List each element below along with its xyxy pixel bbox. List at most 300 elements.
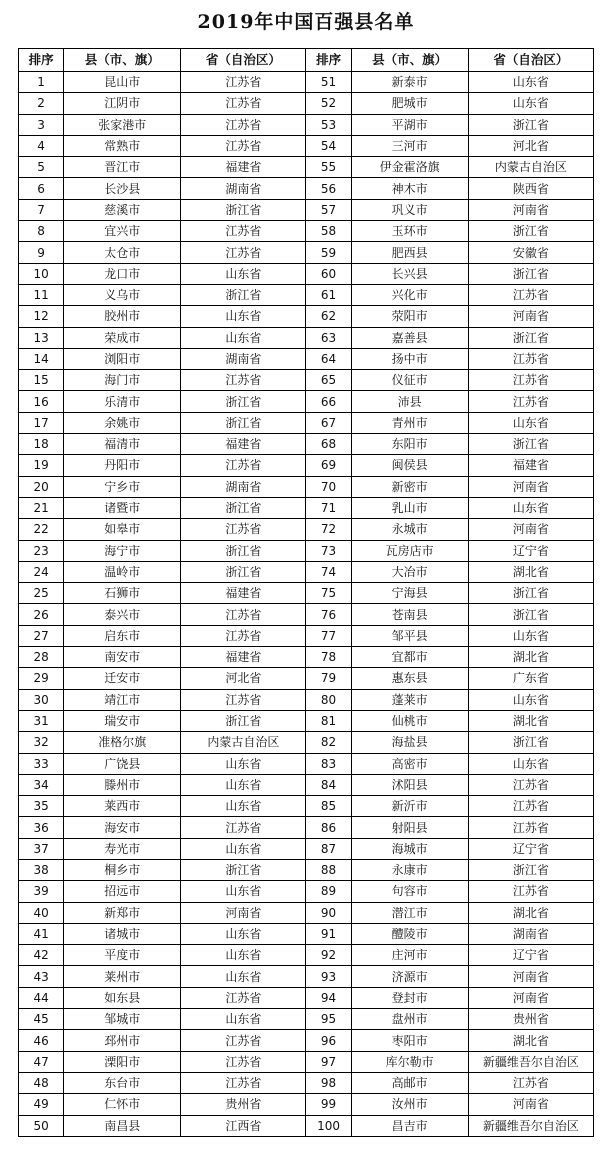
province-cell: 湖北省 bbox=[468, 710, 593, 731]
rank-cell: 85 bbox=[306, 796, 351, 817]
province-cell: 福建省 bbox=[468, 455, 593, 476]
rank-cell: 40 bbox=[19, 902, 64, 923]
province-cell: 江苏省 bbox=[181, 455, 306, 476]
table-row bbox=[19, 178, 594, 199]
county-cell: 宁海县 bbox=[351, 583, 468, 604]
rank-cell: 25 bbox=[19, 583, 64, 604]
province-cell: 浙江省 bbox=[181, 540, 306, 561]
rank-cell: 36 bbox=[19, 817, 64, 838]
province-cell: 江苏省 bbox=[468, 817, 593, 838]
province-cell: 湖南省 bbox=[181, 178, 306, 199]
county-cell: 长兴县 bbox=[351, 263, 468, 284]
county-cell: 句容市 bbox=[351, 881, 468, 902]
header-county-left: 县（市、旗） bbox=[64, 49, 181, 72]
rank-cell: 97 bbox=[306, 1051, 351, 1072]
rank-cell: 26 bbox=[19, 604, 64, 625]
rank-cell: 31 bbox=[19, 710, 64, 731]
county-cell: 苍南县 bbox=[351, 604, 468, 625]
county-cell: 新郑市 bbox=[64, 902, 181, 923]
county-cell: 海盐县 bbox=[351, 732, 468, 753]
rank-cell: 68 bbox=[306, 434, 351, 455]
county-cell: 蓬莱市 bbox=[351, 689, 468, 710]
county-cell: 沛县 bbox=[351, 391, 468, 412]
province-cell: 湖北省 bbox=[468, 1030, 593, 1051]
table-row bbox=[19, 774, 594, 795]
county-cell: 济源市 bbox=[351, 966, 468, 987]
rank-cell: 86 bbox=[306, 817, 351, 838]
table-row bbox=[19, 476, 594, 497]
province-cell: 江苏省 bbox=[181, 987, 306, 1008]
rank-cell: 4 bbox=[19, 135, 64, 156]
county-cell: 莱西市 bbox=[64, 796, 181, 817]
county-cell: 瑞安市 bbox=[64, 710, 181, 731]
rank-cell: 21 bbox=[19, 497, 64, 518]
table-row bbox=[19, 1051, 594, 1072]
rank-cell: 42 bbox=[19, 945, 64, 966]
county-cell: 张家港市 bbox=[64, 114, 181, 135]
rank-cell: 27 bbox=[19, 625, 64, 646]
rank-cell: 24 bbox=[19, 561, 64, 582]
province-cell: 陕西省 bbox=[468, 178, 593, 199]
table-row bbox=[19, 93, 594, 114]
province-cell: 江苏省 bbox=[181, 135, 306, 156]
province-cell: 浙江省 bbox=[468, 859, 593, 880]
province-cell: 新疆维吾尔自治区 bbox=[468, 1051, 593, 1072]
rank-cell: 6 bbox=[19, 178, 64, 199]
rank-cell: 44 bbox=[19, 987, 64, 1008]
county-cell: 丹阳市 bbox=[64, 455, 181, 476]
province-cell: 福建省 bbox=[181, 157, 306, 178]
rank-cell: 37 bbox=[19, 838, 64, 859]
county-cell: 靖江市 bbox=[64, 689, 181, 710]
rank-cell: 43 bbox=[19, 966, 64, 987]
county-cell: 滕州市 bbox=[64, 774, 181, 795]
county-cell: 三河市 bbox=[351, 135, 468, 156]
province-cell: 河南省 bbox=[468, 476, 593, 497]
rank-cell: 89 bbox=[306, 881, 351, 902]
table-row bbox=[19, 689, 594, 710]
province-cell: 湖南省 bbox=[181, 476, 306, 497]
rank-cell: 29 bbox=[19, 668, 64, 689]
province-cell: 山东省 bbox=[181, 838, 306, 859]
table-row bbox=[19, 306, 594, 327]
county-cell: 肥城市 bbox=[351, 93, 468, 114]
rank-cell: 41 bbox=[19, 923, 64, 944]
rank-cell: 87 bbox=[306, 838, 351, 859]
county-cell: 邹城市 bbox=[64, 1009, 181, 1030]
province-cell: 山东省 bbox=[181, 796, 306, 817]
province-cell: 湖北省 bbox=[468, 561, 593, 582]
rank-cell: 32 bbox=[19, 732, 64, 753]
rank-cell: 1 bbox=[19, 72, 64, 93]
province-cell: 江苏省 bbox=[181, 1072, 306, 1093]
county-cell: 兴化市 bbox=[351, 284, 468, 305]
page-title: 2019年中国百强县名单 bbox=[197, 11, 415, 33]
rank-cell: 88 bbox=[306, 859, 351, 880]
header-rank-right: 排序 bbox=[306, 49, 351, 72]
county-cell: 邳州市 bbox=[64, 1030, 181, 1051]
rank-cell: 33 bbox=[19, 753, 64, 774]
province-cell: 江苏省 bbox=[181, 519, 306, 540]
province-cell: 山东省 bbox=[468, 689, 593, 710]
rank-cell: 10 bbox=[19, 263, 64, 284]
table-row bbox=[19, 327, 594, 348]
province-cell: 江苏省 bbox=[181, 370, 306, 391]
province-cell: 湖南省 bbox=[468, 923, 593, 944]
province-cell: 山东省 bbox=[181, 966, 306, 987]
county-cell: 潜江市 bbox=[351, 902, 468, 923]
county-cell: 枣阳市 bbox=[351, 1030, 468, 1051]
rank-cell: 94 bbox=[306, 987, 351, 1008]
rank-cell: 100 bbox=[306, 1115, 351, 1136]
rank-cell: 74 bbox=[306, 561, 351, 582]
province-cell: 山东省 bbox=[181, 753, 306, 774]
rank-cell: 8 bbox=[19, 221, 64, 242]
province-cell: 浙江省 bbox=[181, 391, 306, 412]
county-cell: 准格尔旗 bbox=[64, 732, 181, 753]
rank-cell: 52 bbox=[306, 93, 351, 114]
table-row bbox=[19, 263, 594, 284]
rank-cell: 51 bbox=[306, 72, 351, 93]
rank-cell: 17 bbox=[19, 412, 64, 433]
table-row bbox=[19, 455, 594, 476]
county-cell: 招远市 bbox=[64, 881, 181, 902]
province-cell: 浙江省 bbox=[468, 114, 593, 135]
province-cell: 安徽省 bbox=[468, 242, 593, 263]
table-row bbox=[19, 519, 594, 540]
county-cell: 闽侯县 bbox=[351, 455, 468, 476]
county-cell: 高密市 bbox=[351, 753, 468, 774]
province-cell: 江苏省 bbox=[181, 1051, 306, 1072]
county-cell: 诸暨市 bbox=[64, 497, 181, 518]
county-cell: 荣成市 bbox=[64, 327, 181, 348]
rank-cell: 55 bbox=[306, 157, 351, 178]
rank-cell: 11 bbox=[19, 284, 64, 305]
province-cell: 山东省 bbox=[468, 93, 593, 114]
table-row bbox=[19, 625, 594, 646]
table-row bbox=[19, 540, 594, 561]
province-cell: 浙江省 bbox=[181, 412, 306, 433]
rank-cell: 72 bbox=[306, 519, 351, 540]
rank-cell: 76 bbox=[306, 604, 351, 625]
county-cell: 南昌县 bbox=[64, 1115, 181, 1136]
county-cell: 惠东县 bbox=[351, 668, 468, 689]
rank-cell: 81 bbox=[306, 710, 351, 731]
province-cell: 江苏省 bbox=[181, 221, 306, 242]
province-cell: 河南省 bbox=[468, 519, 593, 540]
rank-cell: 5 bbox=[19, 157, 64, 178]
province-cell: 河南省 bbox=[468, 987, 593, 1008]
table-row bbox=[19, 1072, 594, 1093]
province-cell: 浙江省 bbox=[181, 284, 306, 305]
province-cell: 山东省 bbox=[181, 945, 306, 966]
rank-cell: 35 bbox=[19, 796, 64, 817]
county-cell: 宜都市 bbox=[351, 647, 468, 668]
province-cell: 新疆维吾尔自治区 bbox=[468, 1115, 593, 1136]
rank-cell: 78 bbox=[306, 647, 351, 668]
rank-cell: 15 bbox=[19, 370, 64, 391]
rank-cell: 7 bbox=[19, 199, 64, 220]
county-cell: 莱州市 bbox=[64, 966, 181, 987]
province-cell: 浙江省 bbox=[181, 561, 306, 582]
county-cell: 嘉善县 bbox=[351, 327, 468, 348]
county-cell: 新泰市 bbox=[351, 72, 468, 93]
province-cell: 山东省 bbox=[468, 412, 593, 433]
province-cell: 内蒙古自治区 bbox=[181, 732, 306, 753]
county-cell: 迁安市 bbox=[64, 668, 181, 689]
rank-cell: 73 bbox=[306, 540, 351, 561]
table-row bbox=[19, 796, 594, 817]
rank-cell: 47 bbox=[19, 1051, 64, 1072]
rank-cell: 69 bbox=[306, 455, 351, 476]
county-cell: 常熟市 bbox=[64, 135, 181, 156]
rank-cell: 77 bbox=[306, 625, 351, 646]
province-cell: 浙江省 bbox=[468, 604, 593, 625]
rank-cell: 19 bbox=[19, 455, 64, 476]
county-cell: 石狮市 bbox=[64, 583, 181, 604]
table-row bbox=[19, 242, 594, 263]
county-cell: 登封市 bbox=[351, 987, 468, 1008]
table-row bbox=[19, 199, 594, 220]
province-cell: 河南省 bbox=[181, 902, 306, 923]
province-cell: 湖南省 bbox=[181, 348, 306, 369]
rank-cell: 95 bbox=[306, 1009, 351, 1030]
province-cell: 辽宁省 bbox=[468, 540, 593, 561]
province-cell: 浙江省 bbox=[181, 859, 306, 880]
rank-cell: 13 bbox=[19, 327, 64, 348]
province-cell: 山东省 bbox=[181, 263, 306, 284]
county-cell: 乐清市 bbox=[64, 391, 181, 412]
rank-cell: 58 bbox=[306, 221, 351, 242]
table-body bbox=[19, 72, 594, 1137]
province-cell: 河南省 bbox=[468, 306, 593, 327]
table-row bbox=[19, 391, 594, 412]
rank-cell: 20 bbox=[19, 476, 64, 497]
county-cell: 泰兴市 bbox=[64, 604, 181, 625]
rank-cell: 67 bbox=[306, 412, 351, 433]
province-cell: 山东省 bbox=[468, 72, 593, 93]
county-cell: 海城市 bbox=[351, 838, 468, 859]
header-province-right: 省（自治区） bbox=[468, 49, 593, 72]
county-cell: 胶州市 bbox=[64, 306, 181, 327]
county-cell: 广饶县 bbox=[64, 753, 181, 774]
county-cell: 江阴市 bbox=[64, 93, 181, 114]
province-cell: 浙江省 bbox=[468, 327, 593, 348]
county-cell: 神木市 bbox=[351, 178, 468, 199]
rank-cell: 9 bbox=[19, 242, 64, 263]
rank-cell: 96 bbox=[306, 1030, 351, 1051]
table-row bbox=[19, 859, 594, 880]
province-cell: 江苏省 bbox=[468, 881, 593, 902]
province-cell: 江苏省 bbox=[181, 114, 306, 135]
province-cell: 江苏省 bbox=[181, 1030, 306, 1051]
table-row bbox=[19, 114, 594, 135]
province-cell: 山东省 bbox=[181, 306, 306, 327]
table-row bbox=[19, 987, 594, 1008]
county-cell: 沭阳县 bbox=[351, 774, 468, 795]
county-cell: 仙桃市 bbox=[351, 710, 468, 731]
county-cell: 桐乡市 bbox=[64, 859, 181, 880]
rank-cell: 28 bbox=[19, 647, 64, 668]
table-row bbox=[19, 1009, 594, 1030]
header-row bbox=[19, 49, 594, 72]
rank-cell: 71 bbox=[306, 497, 351, 518]
county-cell: 义乌市 bbox=[64, 284, 181, 305]
rank-cell: 50 bbox=[19, 1115, 64, 1136]
province-cell: 江苏省 bbox=[181, 604, 306, 625]
province-cell: 山东省 bbox=[468, 625, 593, 646]
county-cell: 平湖市 bbox=[351, 114, 468, 135]
province-cell: 山东省 bbox=[181, 774, 306, 795]
county-cell: 青州市 bbox=[351, 412, 468, 433]
county-cell: 宜兴市 bbox=[64, 221, 181, 242]
county-cell: 永康市 bbox=[351, 859, 468, 880]
rank-cell: 46 bbox=[19, 1030, 64, 1051]
province-cell: 江苏省 bbox=[181, 689, 306, 710]
rank-cell: 82 bbox=[306, 732, 351, 753]
table-row bbox=[19, 221, 594, 242]
table-row bbox=[19, 881, 594, 902]
county-cell: 昆山市 bbox=[64, 72, 181, 93]
table-row bbox=[19, 817, 594, 838]
ranking-table bbox=[18, 48, 594, 1137]
county-cell: 如东县 bbox=[64, 987, 181, 1008]
province-cell: 浙江省 bbox=[181, 710, 306, 731]
province-cell: 江苏省 bbox=[468, 796, 593, 817]
county-cell: 启东市 bbox=[64, 625, 181, 646]
table-row bbox=[19, 561, 594, 582]
rank-cell: 62 bbox=[306, 306, 351, 327]
rank-cell: 2 bbox=[19, 93, 64, 114]
table-row bbox=[19, 284, 594, 305]
province-cell: 山东省 bbox=[468, 497, 593, 518]
table-row bbox=[19, 1094, 594, 1115]
county-cell: 东阳市 bbox=[351, 434, 468, 455]
rank-cell: 60 bbox=[306, 263, 351, 284]
rank-cell: 30 bbox=[19, 689, 64, 710]
province-cell: 福建省 bbox=[181, 583, 306, 604]
province-cell: 江苏省 bbox=[181, 93, 306, 114]
province-cell: 山东省 bbox=[181, 881, 306, 902]
province-cell: 江苏省 bbox=[468, 1072, 593, 1093]
county-cell: 射阳县 bbox=[351, 817, 468, 838]
county-cell: 海安市 bbox=[64, 817, 181, 838]
county-cell: 平度市 bbox=[64, 945, 181, 966]
county-cell: 庄河市 bbox=[351, 945, 468, 966]
county-cell: 晋江市 bbox=[64, 157, 181, 178]
province-cell: 河南省 bbox=[468, 1094, 593, 1115]
table-row bbox=[19, 497, 594, 518]
rank-cell: 61 bbox=[306, 284, 351, 305]
table-row bbox=[19, 902, 594, 923]
county-cell: 邹平县 bbox=[351, 625, 468, 646]
province-cell: 浙江省 bbox=[181, 497, 306, 518]
county-cell: 库尔勒市 bbox=[351, 1051, 468, 1072]
rank-cell: 83 bbox=[306, 753, 351, 774]
county-cell: 盘州市 bbox=[351, 1009, 468, 1030]
rank-cell: 54 bbox=[306, 135, 351, 156]
province-cell: 福建省 bbox=[181, 647, 306, 668]
table-row bbox=[19, 838, 594, 859]
rank-cell: 65 bbox=[306, 370, 351, 391]
province-cell: 山东省 bbox=[181, 1009, 306, 1030]
rank-cell: 66 bbox=[306, 391, 351, 412]
province-cell: 湖北省 bbox=[468, 647, 593, 668]
province-cell: 山东省 bbox=[181, 923, 306, 944]
province-cell: 江苏省 bbox=[468, 774, 593, 795]
rank-cell: 3 bbox=[19, 114, 64, 135]
county-cell: 肥西县 bbox=[351, 242, 468, 263]
county-cell: 高邮市 bbox=[351, 1072, 468, 1093]
table-row bbox=[19, 412, 594, 433]
table-row bbox=[19, 434, 594, 455]
province-cell: 河北省 bbox=[181, 668, 306, 689]
province-cell: 江苏省 bbox=[468, 391, 593, 412]
table-row bbox=[19, 945, 594, 966]
province-cell: 江苏省 bbox=[468, 370, 593, 391]
table-row bbox=[19, 1115, 594, 1136]
province-cell: 江苏省 bbox=[468, 284, 593, 305]
province-cell: 内蒙古自治区 bbox=[468, 157, 593, 178]
rank-cell: 45 bbox=[19, 1009, 64, 1030]
province-cell: 辽宁省 bbox=[468, 838, 593, 859]
province-cell: 福建省 bbox=[181, 434, 306, 455]
province-cell: 山东省 bbox=[468, 753, 593, 774]
province-cell: 浙江省 bbox=[468, 221, 593, 242]
county-cell: 扬中市 bbox=[351, 348, 468, 369]
rank-cell: 79 bbox=[306, 668, 351, 689]
rank-cell: 56 bbox=[306, 178, 351, 199]
province-cell: 江苏省 bbox=[181, 72, 306, 93]
province-cell: 浙江省 bbox=[468, 583, 593, 604]
province-cell: 浙江省 bbox=[468, 732, 593, 753]
rank-cell: 93 bbox=[306, 966, 351, 987]
county-cell: 诸城市 bbox=[64, 923, 181, 944]
county-cell: 汝州市 bbox=[351, 1094, 468, 1115]
county-cell: 余姚市 bbox=[64, 412, 181, 433]
rank-cell: 16 bbox=[19, 391, 64, 412]
rank-cell: 84 bbox=[306, 774, 351, 795]
rank-cell: 70 bbox=[306, 476, 351, 497]
county-cell: 巩义市 bbox=[351, 199, 468, 220]
province-cell: 河南省 bbox=[468, 199, 593, 220]
table-row bbox=[19, 370, 594, 391]
header-province-left: 省（自治区） bbox=[181, 49, 306, 72]
province-cell: 贵州省 bbox=[468, 1009, 593, 1030]
province-cell: 江苏省 bbox=[181, 625, 306, 646]
province-cell: 浙江省 bbox=[468, 434, 593, 455]
table-row bbox=[19, 668, 594, 689]
rank-cell: 59 bbox=[306, 242, 351, 263]
province-cell: 河南省 bbox=[468, 966, 593, 987]
province-cell: 山东省 bbox=[181, 327, 306, 348]
table-row bbox=[19, 72, 594, 93]
table-row bbox=[19, 753, 594, 774]
rank-cell: 14 bbox=[19, 348, 64, 369]
county-cell: 仁怀市 bbox=[64, 1094, 181, 1115]
county-cell: 溧阳市 bbox=[64, 1051, 181, 1072]
rank-cell: 91 bbox=[306, 923, 351, 944]
rank-cell: 63 bbox=[306, 327, 351, 348]
county-cell: 慈溪市 bbox=[64, 199, 181, 220]
county-cell: 海宁市 bbox=[64, 540, 181, 561]
county-cell: 新密市 bbox=[351, 476, 468, 497]
province-cell: 河北省 bbox=[468, 135, 593, 156]
table-row bbox=[19, 732, 594, 753]
table-row bbox=[19, 710, 594, 731]
province-cell: 江苏省 bbox=[468, 348, 593, 369]
county-cell: 太仓市 bbox=[64, 242, 181, 263]
